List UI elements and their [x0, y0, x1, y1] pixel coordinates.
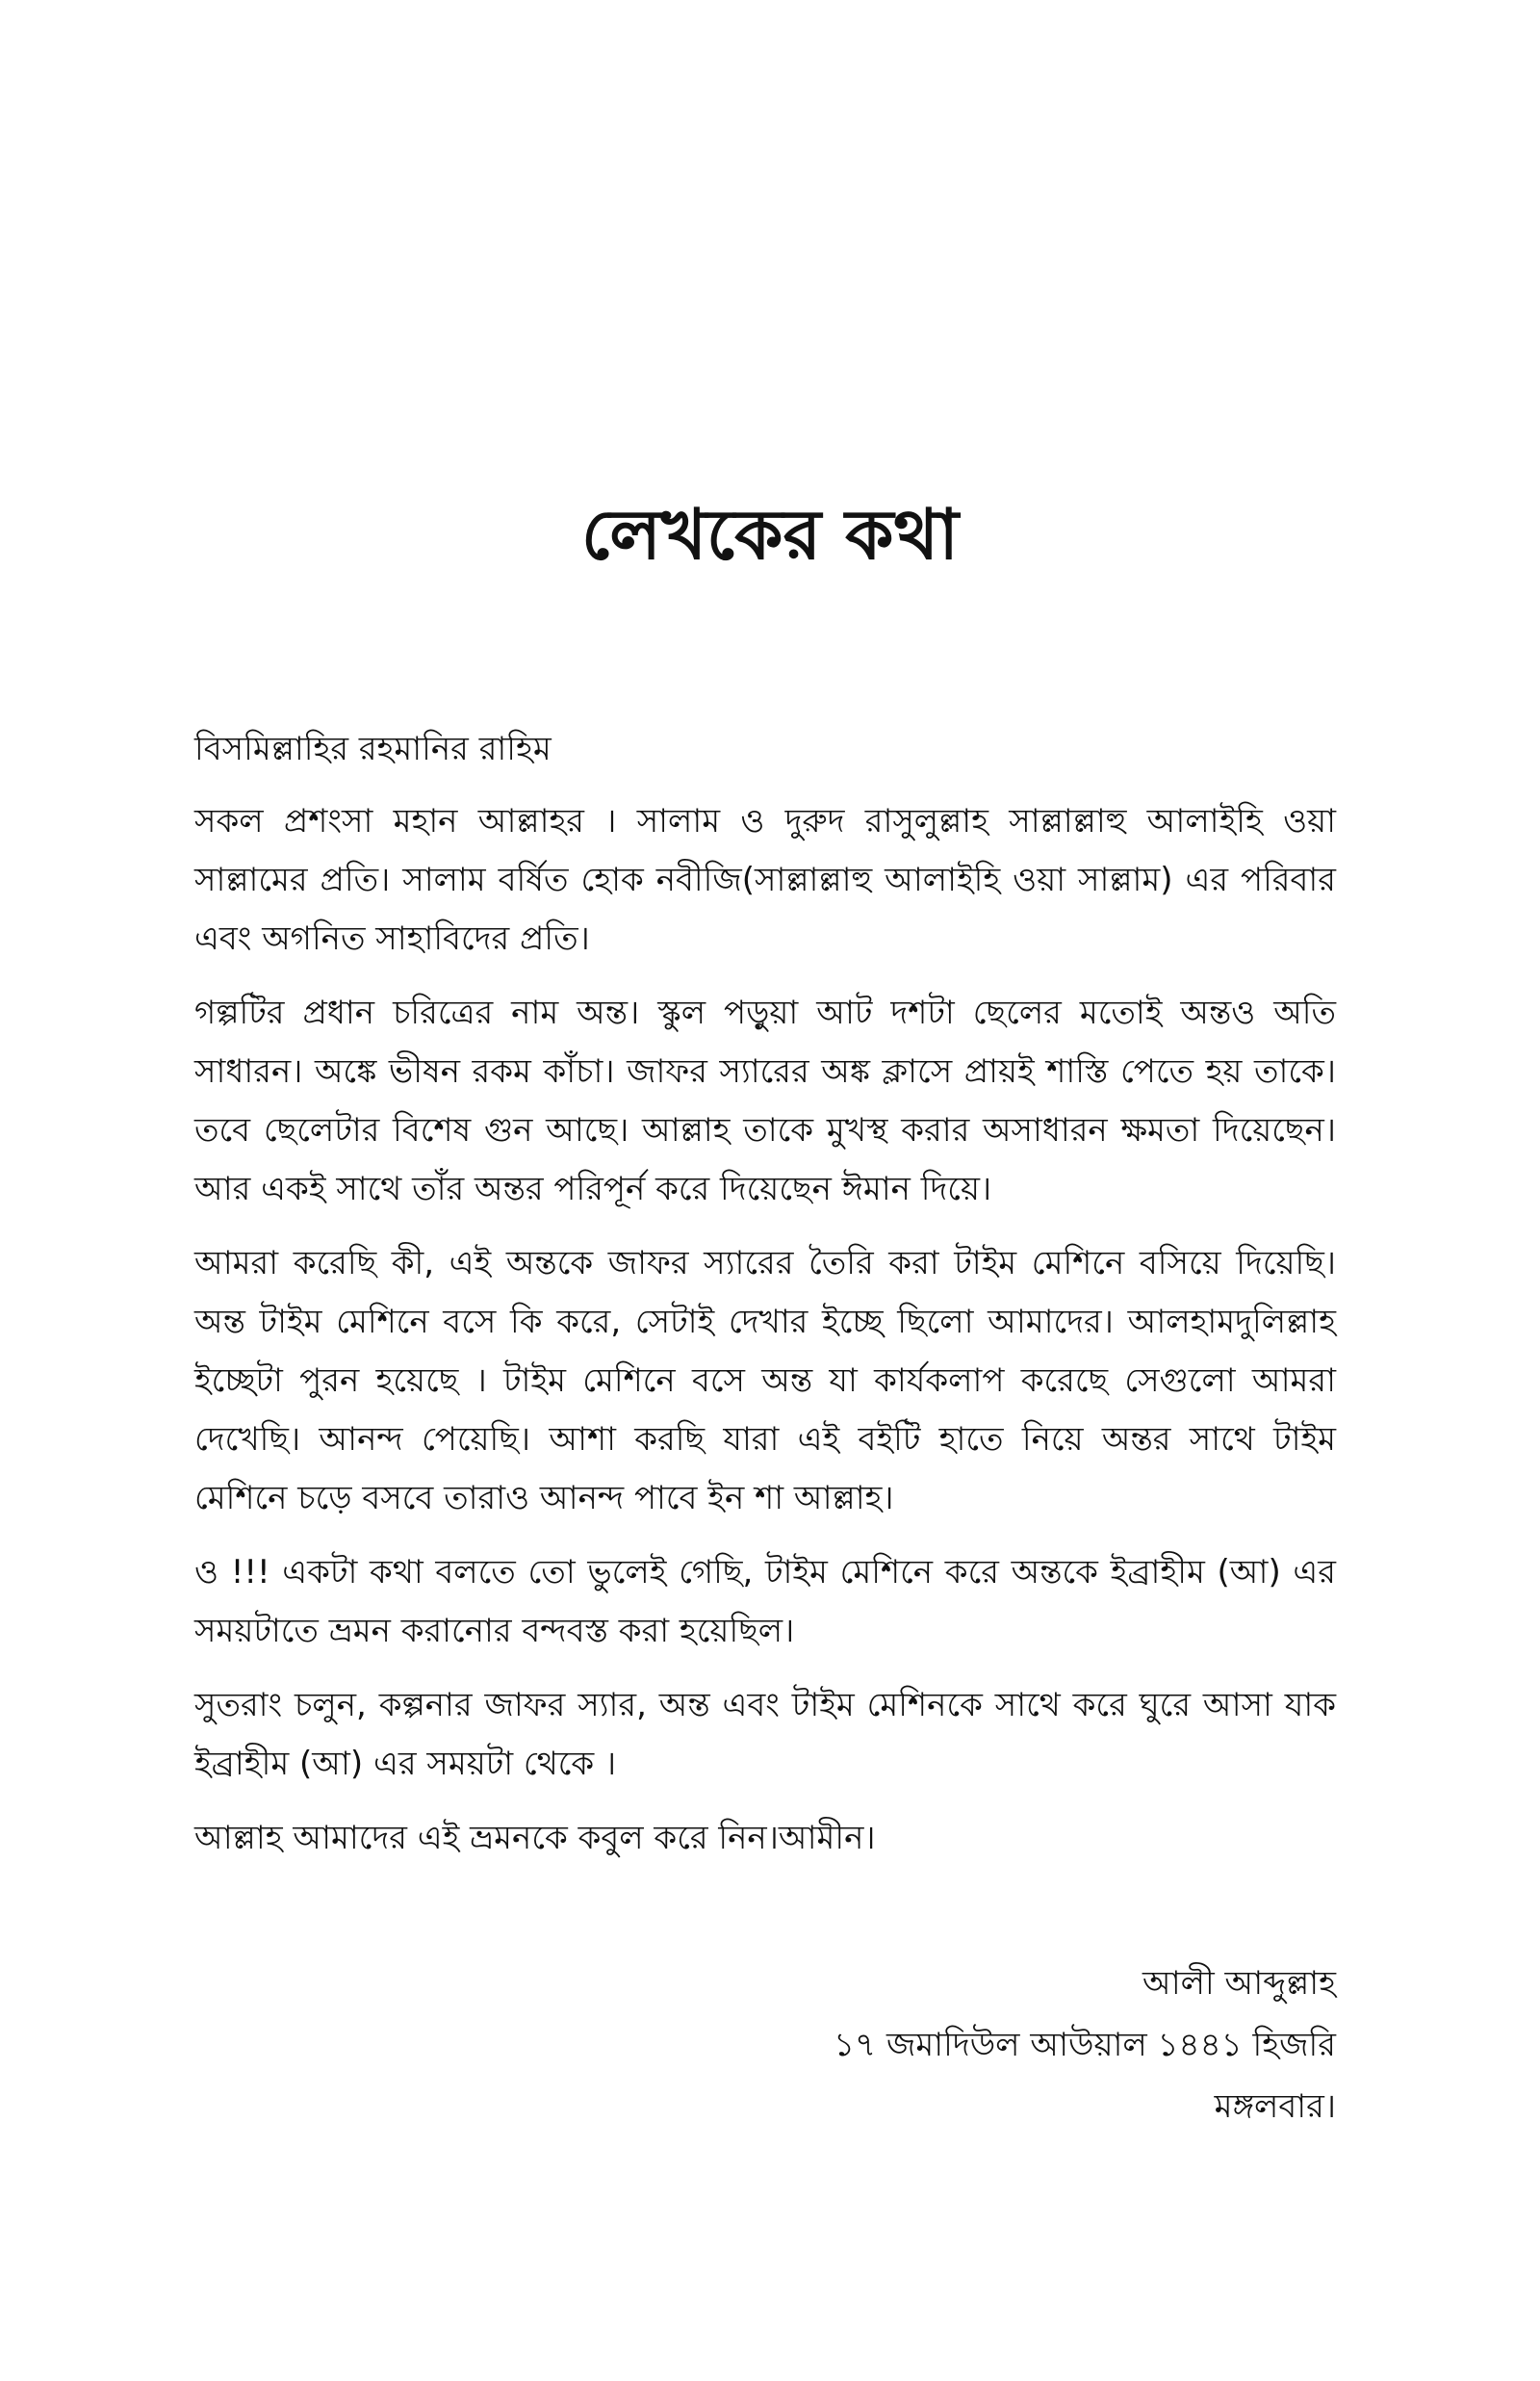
- weekday: মঙ্গলবার।: [1214, 2087, 1336, 2126]
- paragraph-ibrahim-time: ও !!! একটা কথা বলতে তো ভুলেই গেছি, টাইম মেশিনে করে অন্তকে ইব্রাহীম (আ) এর সময়টাতে ভ্রমন করানোর বন্দবস্ত করা হয়েছিল।: [194, 1553, 1336, 1650]
- author-name: আলী আব্দুল্লাহ: [1142, 1964, 1336, 2003]
- paragraph-prayer: আল্লাহ আমাদের এই ভ্রমনকে কবুল করে নিন।আমীন।: [194, 1819, 876, 1857]
- paragraph-praise: সকল প্রশংসা মহান আল্লাহর । সালাম ও দুরুদ রাসুলুল্লাহ সাল্লাল্লাহু আলাইহি ওয়া সাল্লামের প্রতি। সালাম বর্ষিত হোক নবীজি(সাল্লাল্লাহু আলাইহি ওয়া সাল্লাম) এর পরিবার এবং অগনিত সাহাবিদের প্রতি।: [194, 802, 1336, 958]
- opening-line: বিসমিল্লাহির রহমানির রাহিম: [194, 730, 552, 768]
- hijri-date: ১৭ জমাদিউল আউয়াল ১৪৪১ হিজরি: [833, 2026, 1336, 2064]
- paragraph-main-character: গল্পটির প্রধান চরিত্রের নাম অন্ত। স্কুল পড়ুয়া আট দশটা ছেলের মতোই অন্তও অতি সাধারন। অঙ্কে ভীষন রকম কাঁচা। জাফর স্যারের অঙ্ক ক্লাসে প্রায়ই শাস্তি পেতে হয় তাকে। তবে ছেলেটার বিশেষ গুন আছে। আল্লাহ তাকে মুখস্থ করার অসাধারন ক্ষমতা দিয়েছেন। আর একই সাথে তাঁর অন্তর পরিপূর্ন করে দিয়েছেন ঈমান দিয়ে।: [194, 994, 1336, 1208]
- paragraph-invitation: সুতরাং চলুন, কল্পনার জাফর স্যার, অন্ত এবং টাইম মেশিনকে সাথে করে ঘুরে আসা যাক ইব্রাহীম (আ) এর সময়টা থেকে ।: [194, 1686, 1336, 1783]
- preface-body: [194, 720, 1336, 1883]
- paragraph-time-machine: আমরা করেছি কী, এই অন্তকে জাফর স্যারের তৈরি করা টাইম মেশিনে বসিয়ে দিয়েছি। অন্ত টাইম মেশিনে বসে কি করে, সেটাই দেখার ইচ্ছে ছিলো আমাদের। আলহামদুলিল্লাহ ইচ্ছেটা পুরন হয়েছে । টাইম মেশিনে বসে অন্ত যা কার্যকলাপ করেছে সেগুলো আমরা দেখেছি। আনন্দ পেয়েছি। আশা করছি যারা এই বইটি হাতে নিয়ে অন্তর সাথে টাইম মেশিনে চড়ে বসবে তারাও আনন্দ পাবে ইন শা আল্লাহ।: [194, 1244, 1336, 1517]
- page-title: লেখকের কথা: [581, 493, 959, 575]
- signature-block: [834, 1953, 1336, 2137]
